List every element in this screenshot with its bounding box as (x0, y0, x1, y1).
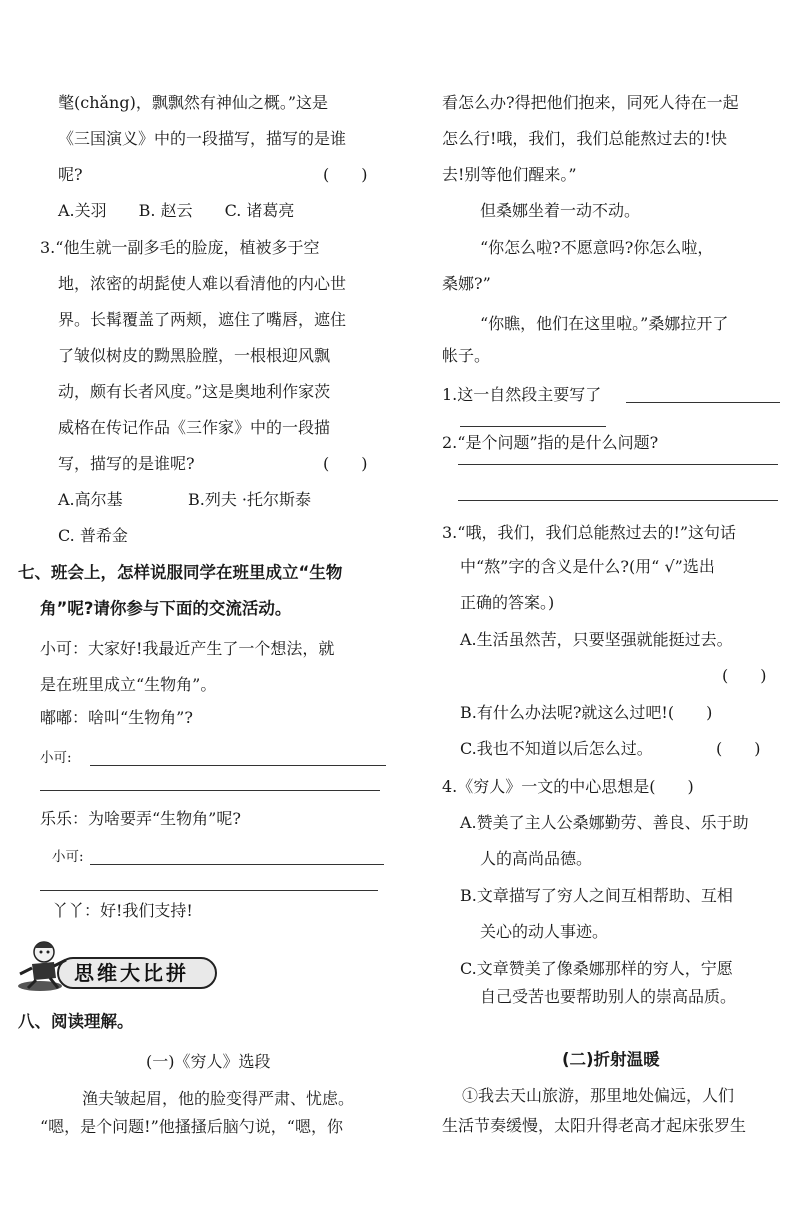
question-3-option-a: A.生活虽然苦，只要坚强就能挺过去。 (460, 630, 733, 649)
dialogue-xiaoke-1a: 小可：大家好!我最近产生了一个想法，就 (40, 639, 335, 658)
section-8-title: 八、阅读理解。 (18, 1012, 134, 1031)
question-3-line1: 3.“哦，我们，我们总能熬过去的!”这句话 (442, 523, 737, 542)
passage-line5: “你怎么啦?不愿意吗?你怎么啦， (480, 238, 714, 257)
section-7-title-line1: 七、班会上，怎样说服同学在班里成立“生物 (18, 563, 343, 582)
question-3-option-c-paren[interactable]: ( ) (716, 739, 761, 758)
thinking-contest-banner (14, 936, 220, 994)
q2-line2: 《三国演义》中的一段描写，描写的是谁 (58, 129, 347, 148)
q3-line5: 动，颇有长者风度。”这是奥地利作家茨 (58, 382, 331, 401)
question-4-option-a-line2: 人的高尚品德。 (480, 849, 593, 868)
reading-1-para-line1: 渔夫皱起眉，他的脸变得严肃、忧虑。 (82, 1089, 355, 1108)
q3-line4: 了皱似树皮的黝黑脸膛，一根根迎风飘 (58, 346, 331, 365)
passage-line2: 怎么行!哦，我们，我们总能熬过去的!快 (442, 129, 727, 148)
answer-line-xiaoke-2a[interactable] (90, 765, 386, 766)
q3-line2: 地，浓密的胡髭使人难以看清他的内心世 (58, 274, 347, 293)
question-4-option-b-line1: B.文章描写了穷人之间互相帮助、互相 (460, 886, 733, 905)
question-4-option-a-line1: A.赞美了主人公桑娜勤劳、善良、乐于助 (460, 813, 749, 832)
question-3-line3: 正确的答案。) (460, 593, 555, 612)
question-4-option-c-line2: 自己受苦也要帮助别人的崇高品质。 (480, 987, 737, 1006)
passage-line1: 看怎么办?得把他们抱来，同死人待在一起 (442, 93, 739, 112)
passage-line4: 但桑娜坐着一动不动。 (480, 201, 641, 220)
passage-line8: 帐子。 (442, 346, 491, 365)
answer-line-xiaoke-3b[interactable] (40, 890, 378, 891)
section-7-title-line2: 角”呢?请你参与下面的交流活动。 (40, 599, 292, 618)
answer-line-xiaoke-2b[interactable] (40, 790, 380, 791)
q2-line1: 氅(chǎng)，飘飘然有神仙之概。”这是 (58, 93, 329, 112)
dialogue-xiaoke-3-label: 小可: (52, 849, 84, 865)
question-3-line2: 中“熬”字的含义是什么?(用“ √”选出 (460, 557, 715, 576)
question-2: 2.“是个问题”指的是什么问题? (442, 433, 659, 452)
reading-1-subtitle: (一)《穷人》选段 (146, 1052, 271, 1071)
dialogue-xiaoke-1b: 是在班里成立“生物角”。 (40, 675, 217, 694)
passage-line7: “你瞧，他们在这里啦。”桑娜拉开了 (480, 314, 729, 333)
answer-line-xiaoke-3a[interactable] (90, 864, 384, 865)
reading-1-para-line2: “嗯，是个问题!”他搔搔后脑勺说，“嗯，你 (40, 1117, 343, 1136)
answer-line-q1a[interactable] (626, 402, 780, 403)
dialogue-yaya: 丫丫：好!我们支持! (52, 901, 193, 920)
question-3-option-b[interactable]: B.有什么办法呢?就这么过吧!( ) (460, 703, 713, 722)
question-4: 4.《穷人》一文的中心思想是( ) (442, 777, 694, 796)
q2-line3: 呢? (58, 165, 83, 184)
q2-answer-paren[interactable]: ( ) (323, 165, 368, 184)
reading-2-subtitle: (二)折射温暖 (562, 1050, 660, 1069)
q3-option-a: A.高尔基 (58, 490, 123, 509)
dialogue-xiaoke-2-label: 小可: (40, 750, 72, 766)
q3-option-c: C. 普希金 (58, 526, 128, 545)
question-3-option-c: C.我也不知道以后怎么过。 (460, 739, 653, 758)
answer-line-q2a[interactable] (458, 464, 778, 465)
q3-line6: 威格在传记作品《三作家》中的一段描 (58, 418, 331, 437)
banner-text: 思维大比拼 (74, 961, 189, 985)
question-1: 1.这一自然段主要写了 (442, 385, 602, 404)
answer-line-q1b[interactable] (460, 426, 606, 427)
passage-line6: 桑娜?” (442, 274, 491, 293)
q3-line1: 3.“他生就一副多毛的脸庞，植被多于空 (40, 238, 320, 257)
question-4-option-c-line1: C.文章赞美了像桑娜那样的穷人，宁愿 (460, 959, 733, 978)
answer-line-q2b[interactable] (458, 500, 778, 501)
q3-option-b: B.列夫 ·托尔斯泰 (188, 490, 312, 509)
q3-line7: 写，描写的是谁呢? (58, 454, 195, 473)
q3-answer-paren[interactable]: ( ) (323, 454, 368, 473)
q2-options: A.关羽 B. 赵云 C. 诸葛亮 (58, 201, 295, 220)
dialogue-dudu: 嘟嘟：啥叫“生物角”? (40, 708, 193, 727)
q3-line3: 界。长髯覆盖了两颊，遮住了嘴唇，遮住 (58, 310, 347, 329)
dialogue-lele: 乐乐：为啥要弄“生物角”呢? (40, 809, 241, 828)
question-4-option-b-line2: 关心的动人事迹。 (480, 922, 609, 941)
passage-line3: 去!别等他们醒来。” (442, 165, 577, 184)
reading-2-para-line1: ①我去天山旅游，那里地处偏远，人们 (462, 1086, 735, 1105)
question-3-option-a-paren[interactable]: ( ) (722, 666, 767, 685)
reading-2-para-line2: 生活节奏缓慢，太阳升得老高才起床张罗生 (442, 1116, 747, 1135)
